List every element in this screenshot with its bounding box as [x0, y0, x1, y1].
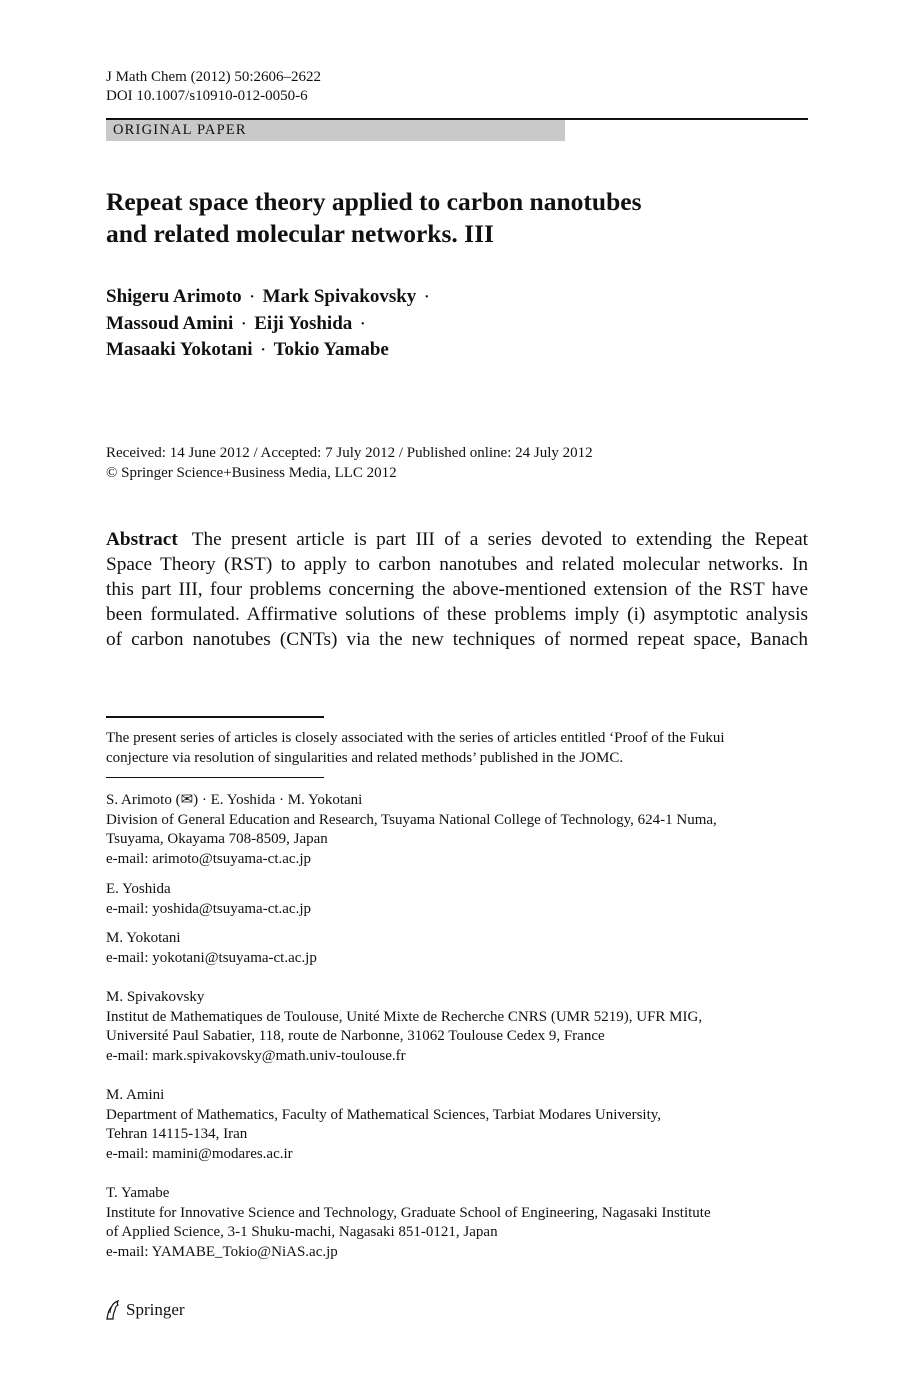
- abstract-line: Abstract The present article is part III of a series devoted to extending the Repeat: [106, 529, 808, 550]
- author-list: [106, 284, 706, 364]
- affiliation-line: S. Arimoto (✉) · E. Yoshida · M. Yokotani: [106, 792, 363, 808]
- paper-title: [106, 186, 806, 250]
- author-separator: ·: [424, 289, 430, 305]
- affiliation-email[interactable]: e-mail: mamini@modares.ac.ir: [106, 1145, 293, 1162]
- abstract-line: of carbon nanotubes (CNTs) via the new techniques of normed repeat space, Banach: [106, 629, 808, 650]
- title-line: Repeat space theory applied to carbon nanotubes: [106, 187, 642, 216]
- affiliation-line: M. Amini: [106, 1087, 165, 1103]
- affiliation-line: Université Paul Sabatier, 118, route de Narbonne, 31062 Toulouse Cedex 9, France: [106, 1028, 605, 1044]
- abstract: [106, 527, 808, 652]
- affiliation-email[interactable]: e-mail: yokotani@tsuyama-ct.ac.jp: [106, 949, 317, 966]
- affiliation-block: [106, 929, 808, 968]
- affiliation-line: Division of General Education and Research, Tsuyama National College of Technology, 624-1 Numa,: [106, 811, 717, 828]
- affiliation-line: Department of Mathematics, Faculty of Mathematical Sciences, Tarbiat Modares University,: [106, 1106, 662, 1123]
- affiliation-line: T. Yamabe: [106, 1185, 170, 1201]
- author-line: [106, 284, 706, 311]
- affiliation-email[interactable]: e-mail: mark.spivakovsky@math.univ-toulouse.fr: [106, 1047, 406, 1064]
- affiliation-email[interactable]: e-mail: yoshida@tsuyama-ct.ac.jp: [106, 900, 311, 917]
- affiliation-line: of Applied Science, 3-1 Shuku-machi, Nagasaki 851-0121, Japan: [106, 1224, 498, 1240]
- author-line: [106, 311, 706, 338]
- journal-citation: J Math Chem (2012) 50:2606–2622: [106, 69, 321, 85]
- affiliation-block: [106, 791, 808, 869]
- footnote-rule: [106, 716, 324, 718]
- author-name[interactable]: Mark Spivakovsky: [262, 286, 417, 307]
- author-separator: ·: [241, 315, 247, 332]
- affiliation-line: M. Yokotani: [106, 930, 181, 946]
- footnote-line: conjecture via resolution of singularities and related methods’ published in the JOMC.: [106, 749, 624, 766]
- author-name[interactable]: Eiji Yoshida: [254, 312, 353, 334]
- affiliation-rule: [106, 777, 324, 778]
- author-name[interactable]: Massoud Amini: [106, 312, 234, 334]
- author-separator: ·: [249, 289, 255, 305]
- affiliation-line: Institute for Innovative Science and Technology, Graduate School of Engineering, Nagasaki Institute: [106, 1204, 711, 1221]
- footnote-line: The present series of articles is closely associated with the series of articles entitled ‘Proof of the Fukui: [106, 730, 725, 746]
- author-separator: ·: [260, 342, 266, 358]
- abstract-line: Space Theory (RST) to apply to carbon nanotubes and related molecular networks. In: [106, 554, 808, 575]
- title-line: and related molecular networks. III: [106, 219, 494, 248]
- section-badge: ORIGINAL PAPER: [106, 120, 565, 141]
- author-name[interactable]: Shigeru Arimoto: [106, 286, 242, 307]
- affiliation-line: Institut de Mathematiques de Toulouse, Unité Mixte de Recherche CNRS (UMR 5219), UFR MIG,: [106, 1008, 703, 1025]
- affiliation-line: E. Yoshida: [106, 881, 171, 897]
- received-accepted-published: Received: 14 June 2012 / Accepted: 7 July 2012 / Published online: 24 July 2012: [106, 445, 593, 461]
- springer-horse-icon: [103, 1299, 123, 1321]
- abstract-line: this part III, four problems concerning the above-mentioned extension of the RST have: [106, 579, 808, 600]
- author-name[interactable]: Masaaki Yokotani: [106, 339, 253, 360]
- affiliation-block: [106, 880, 808, 919]
- affiliation-email[interactable]: e-mail: YAMABE_Tokio@NiAS.ac.jp: [106, 1243, 338, 1260]
- affiliation-block: [106, 988, 808, 1066]
- affiliation-block: [106, 1086, 808, 1164]
- publisher-footer: [103, 1298, 185, 1322]
- journal-header: [106, 68, 321, 106]
- abstract-line: been formulated. Affirmative solutions of these problems imply (i) asymptotic analysis: [106, 604, 808, 625]
- footnote: [106, 729, 808, 768]
- copyright-notice: © Springer Science+Business Media, LLC 2012: [106, 465, 397, 481]
- affiliation-block: [106, 1184, 808, 1262]
- doi[interactable]: DOI 10.1007/s10910-012-0050-6: [106, 88, 308, 104]
- abstract-label: Abstract: [106, 529, 178, 550]
- publisher-name: Springer: [126, 1300, 185, 1319]
- author-line: [106, 337, 706, 364]
- affiliation-line: Tsuyama, Okayama 708-8509, Japan: [106, 831, 328, 847]
- publication-dates: [106, 443, 593, 483]
- affiliation-line: Tehran 14115-134, Iran: [106, 1126, 248, 1142]
- author-separator: ·: [360, 315, 366, 332]
- author-name[interactable]: Tokio Yamabe: [273, 339, 389, 360]
- affiliation-email[interactable]: e-mail: arimoto@tsuyama-ct.ac.jp: [106, 850, 311, 867]
- affiliation-line: M. Spivakovsky: [106, 989, 205, 1005]
